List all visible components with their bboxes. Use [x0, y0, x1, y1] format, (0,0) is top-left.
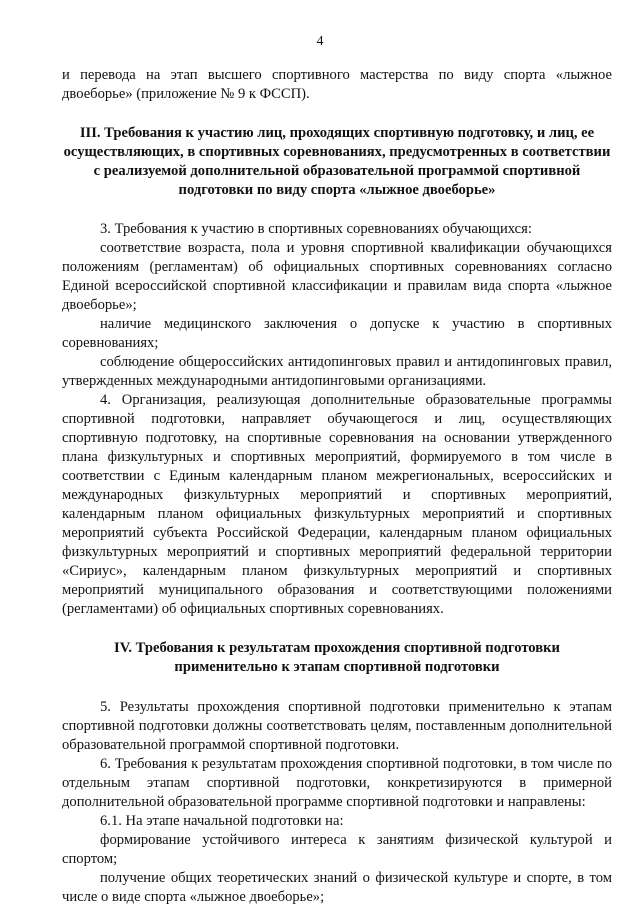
paragraph-4: 4. Организация, реализующая дополнительные образовательные программы спортивной подготовки, направляет обучающегося и лиц, осуществляющих спортивную подготовку, на спортивные соревнования на основании утвержденного плана физкультурных и спортивных мероприятий, формируемого в том числе в соответствии с Единым календарным планом межрегиональных, всероссийских и международных физкультурных мероприятий и спортивных мероприятий, календарным планом официальных физкультурных мероприятий и спортивных мероприятий субъекта Российской Федерации, календарным планом официальных физкультурных мероприятий и спортивных мероприятий федеральной территории «Сириус», календарным планом физкультурных мероприятий и спортивных мероприятий муниципального образования и соответствующими положениями (регламентами) об официальных спортивных соревнованиях.: [62, 392, 612, 617]
result-knowledge: получение общих теоретических знаний о физической культуре и спорте, в том числе о виде спорта «лыжное двоеборье»;: [62, 870, 612, 905]
page-number: 4: [316, 34, 324, 49]
document-body: [62, 66, 612, 907]
requirement-age-gender: соответствие возраста, пола и уровня спортивной квалификации обучающихся положениям (регламентам) об официальных спортивных соревнованиях согласно Единой всероссийской спортивной классификации и правилам вида спорта «лыжное двоеборье»;: [62, 240, 612, 313]
requirement-antidoping: соблюдение общероссийских антидопинговых правил и антидопинговых правил, утвержденных международными антидопинговыми организациями.: [62, 354, 612, 389]
paragraph-6: 6. Требования к результатам прохождения спортивной подготовки, в том числе по отдельным этапам спортивной подготовки, конкретизируются в примерной дополнительной образовательной программе спортивной подготовки и направлены:: [62, 756, 612, 810]
paragraph-3: 3. Требования к участию в спортивных соревнованиях обучающихся:: [100, 221, 532, 237]
section-3-body: [62, 220, 612, 619]
section-4-body: [62, 698, 612, 907]
section-4-heading: IV. Требования к результатам прохождения спортивной подготовки применительно к этапам спортивной подготовки: [114, 640, 560, 675]
requirement-medical: наличие медицинского заключения о допуске к участию в спортивных соревнованиях;: [62, 316, 612, 351]
section-3-heading: III. Требования к участию лиц, проходящих спортивную подготовку, и лиц, ее осуществляющих, в спортивных соревнованиях, предусмотренных в соответствии с реализуемой дополнительной образовательной программой спортивной подготовки по виду спорта «лыжное двоеборье»: [63, 125, 611, 198]
result-interest: формирование устойчивого интереса к занятиям физической культурой и спортом;: [62, 832, 612, 867]
intro-paragraph: и перевода на этап высшего спортивного мастерства по виду спорта «лыжное двоеборье» (приложение № 9 к ФССП).: [62, 67, 612, 102]
paragraph-5: 5. Результаты прохождения спортивной подготовки применительно к этапам спортивной подготовки должны соответствовать целям, поставленным дополнительной образовательной программой спортивной подготовки.: [62, 699, 612, 753]
paragraph-6-1: 6.1. На этапе начальной подготовки на:: [100, 813, 344, 829]
